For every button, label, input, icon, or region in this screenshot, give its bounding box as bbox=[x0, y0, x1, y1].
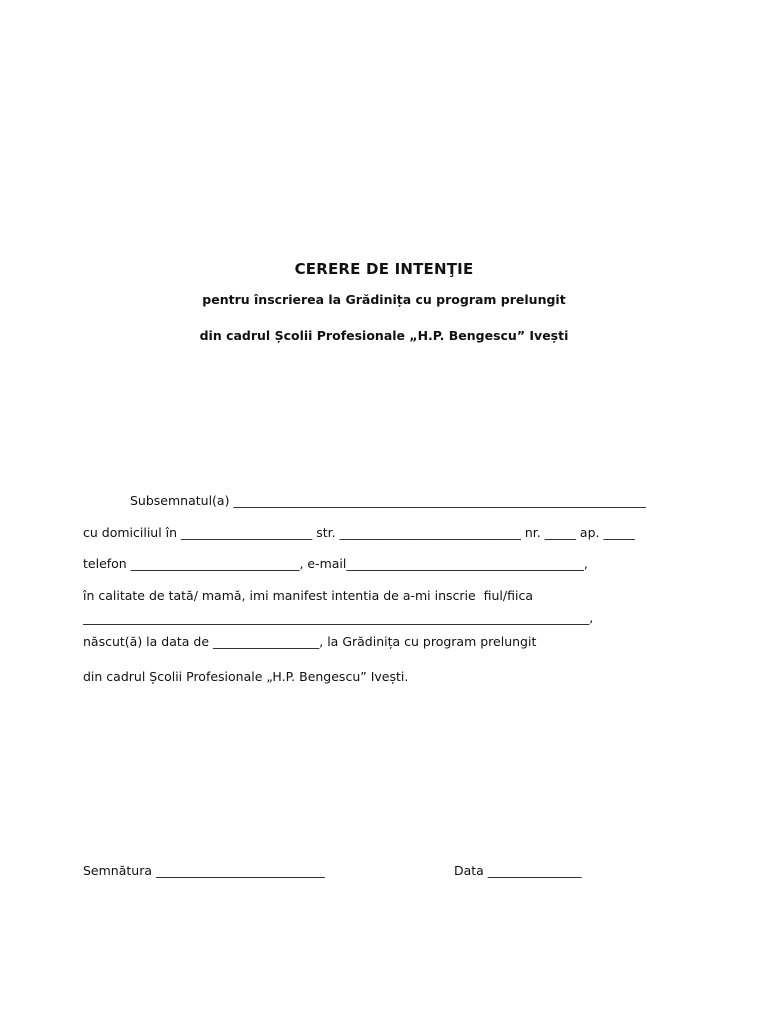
intent-line: în calitate de tată/ mamă, imi manifest intentia de a-mi inscrie fiul/fiica bbox=[83, 588, 533, 603]
document-title: CERERE DE INTENŢIE bbox=[294, 260, 474, 278]
applicant-name-line: Subsemnatul(a) __________________________________________________________________ bbox=[130, 493, 646, 508]
document-subtitle-1: pentru înscrierea la Grădinița cu program prelungit bbox=[202, 292, 566, 307]
signature-field: Semnătura ___________________________ bbox=[83, 863, 325, 878]
document-subtitle-2: din cadrul Școlii Profesionale „H.P. Bengescu” Ivești bbox=[199, 328, 569, 343]
contact-line: telefon ___________________________, e-mail______________________________________, bbox=[83, 556, 588, 571]
date-field: Data _______________ bbox=[454, 863, 582, 878]
address-line: cu domiciliul în _____________________ str. _____________________________ nr. _____ ap. _____ bbox=[83, 525, 635, 540]
birth-date-line: născut(ă) la data de _________________, la Grădinița cu program prelungit bbox=[83, 634, 537, 649]
child-name-line: _________________________________________________________________________________, bbox=[83, 610, 594, 625]
school-line: din cadrul Școlii Profesionale „H.P. Bengescu” Ivești. bbox=[83, 669, 409, 684]
